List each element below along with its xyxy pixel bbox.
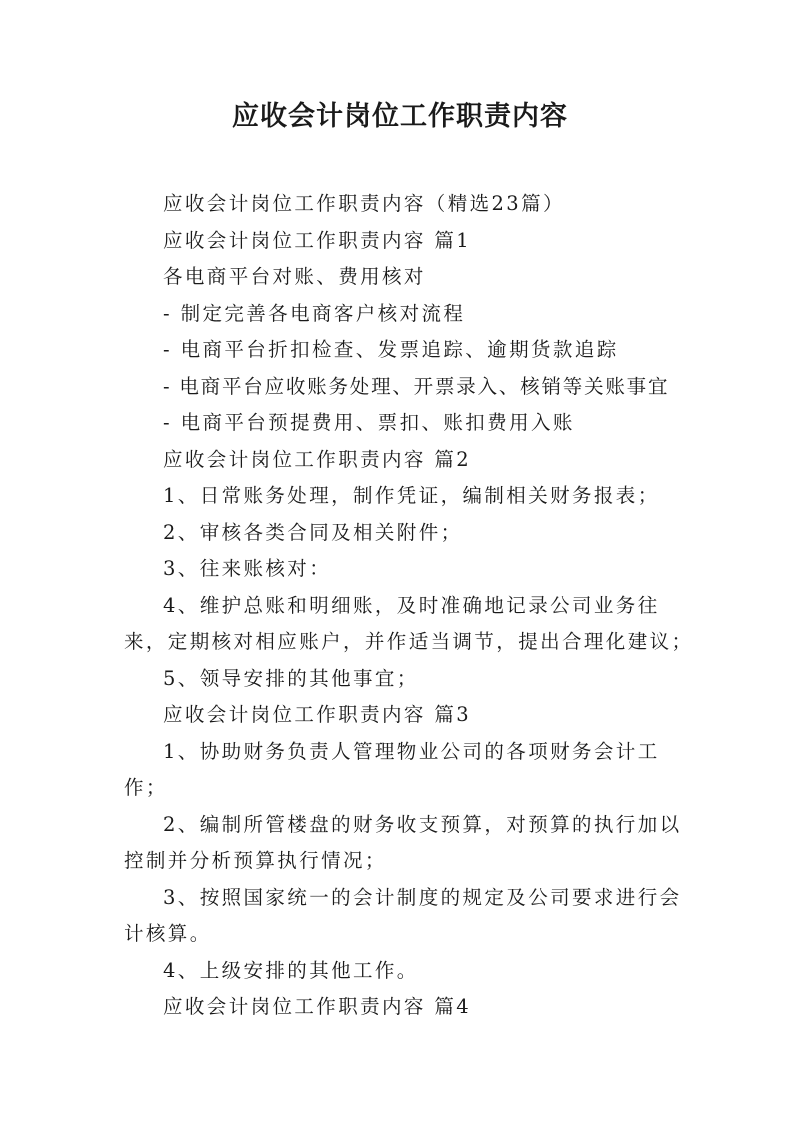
section-heading-3: 应收会计岗位工作职责内容 篇3: [163, 703, 472, 726]
section-heading-1: 应收会计岗位工作职责内容 篇1: [163, 228, 472, 252]
list-item: - 电商平台折扣检查、发票追踪、逾期货款追踪: [163, 338, 619, 361]
paragraph: 各电商平台对账、费用核对: [163, 265, 426, 288]
document-title: 应收会计岗位工作职责内容: [232, 101, 568, 132]
list-item: 2、编制所管楼盘的财务收支预算，对预算的执行加以控制并分析预算执行情况；: [124, 812, 682, 872]
section-heading-2: 应收会计岗位工作职责内容 篇2: [163, 447, 472, 471]
list-item: 1、日常账务处理，制作凭证，编制相关财务报表；: [163, 484, 660, 507]
list-item: 1、协助财务负责人管理物业公司的各项财务会计工作；: [124, 739, 660, 799]
section-heading-4: 应收会计岗位工作职责内容 篇4: [163, 995, 472, 1018]
list-item: 5、领导安排的其他事宜；: [163, 666, 419, 690]
list-item: 2、审核各类合同及相关附件；: [163, 520, 463, 544]
document-body: [124, 186, 694, 1026]
list-item: 4、上级安排的其他工作。: [163, 958, 419, 982]
list-item: - 制定完善各电商客户核对流程: [163, 301, 466, 325]
list-item: 3、往来账核对：: [163, 557, 332, 580]
paragraph-intro: 应收会计岗位工作职责内容（精选23篇）: [163, 192, 565, 215]
list-item: - 电商平台预提费用、票扣、账扣费用入账: [163, 411, 575, 434]
list-item: 4、维护总账和明细账，及时准确地记录公司业务往来，定期核对相应账户，并作适当调节，提出合理化建议；: [124, 593, 694, 653]
list-item: 3、按照国家统一的会计制度的规定及公司要求进行会计核算。: [124, 885, 682, 945]
list-item: - 电商平台应收账务处理、开票录入、核销等关账事宜: [163, 374, 670, 398]
